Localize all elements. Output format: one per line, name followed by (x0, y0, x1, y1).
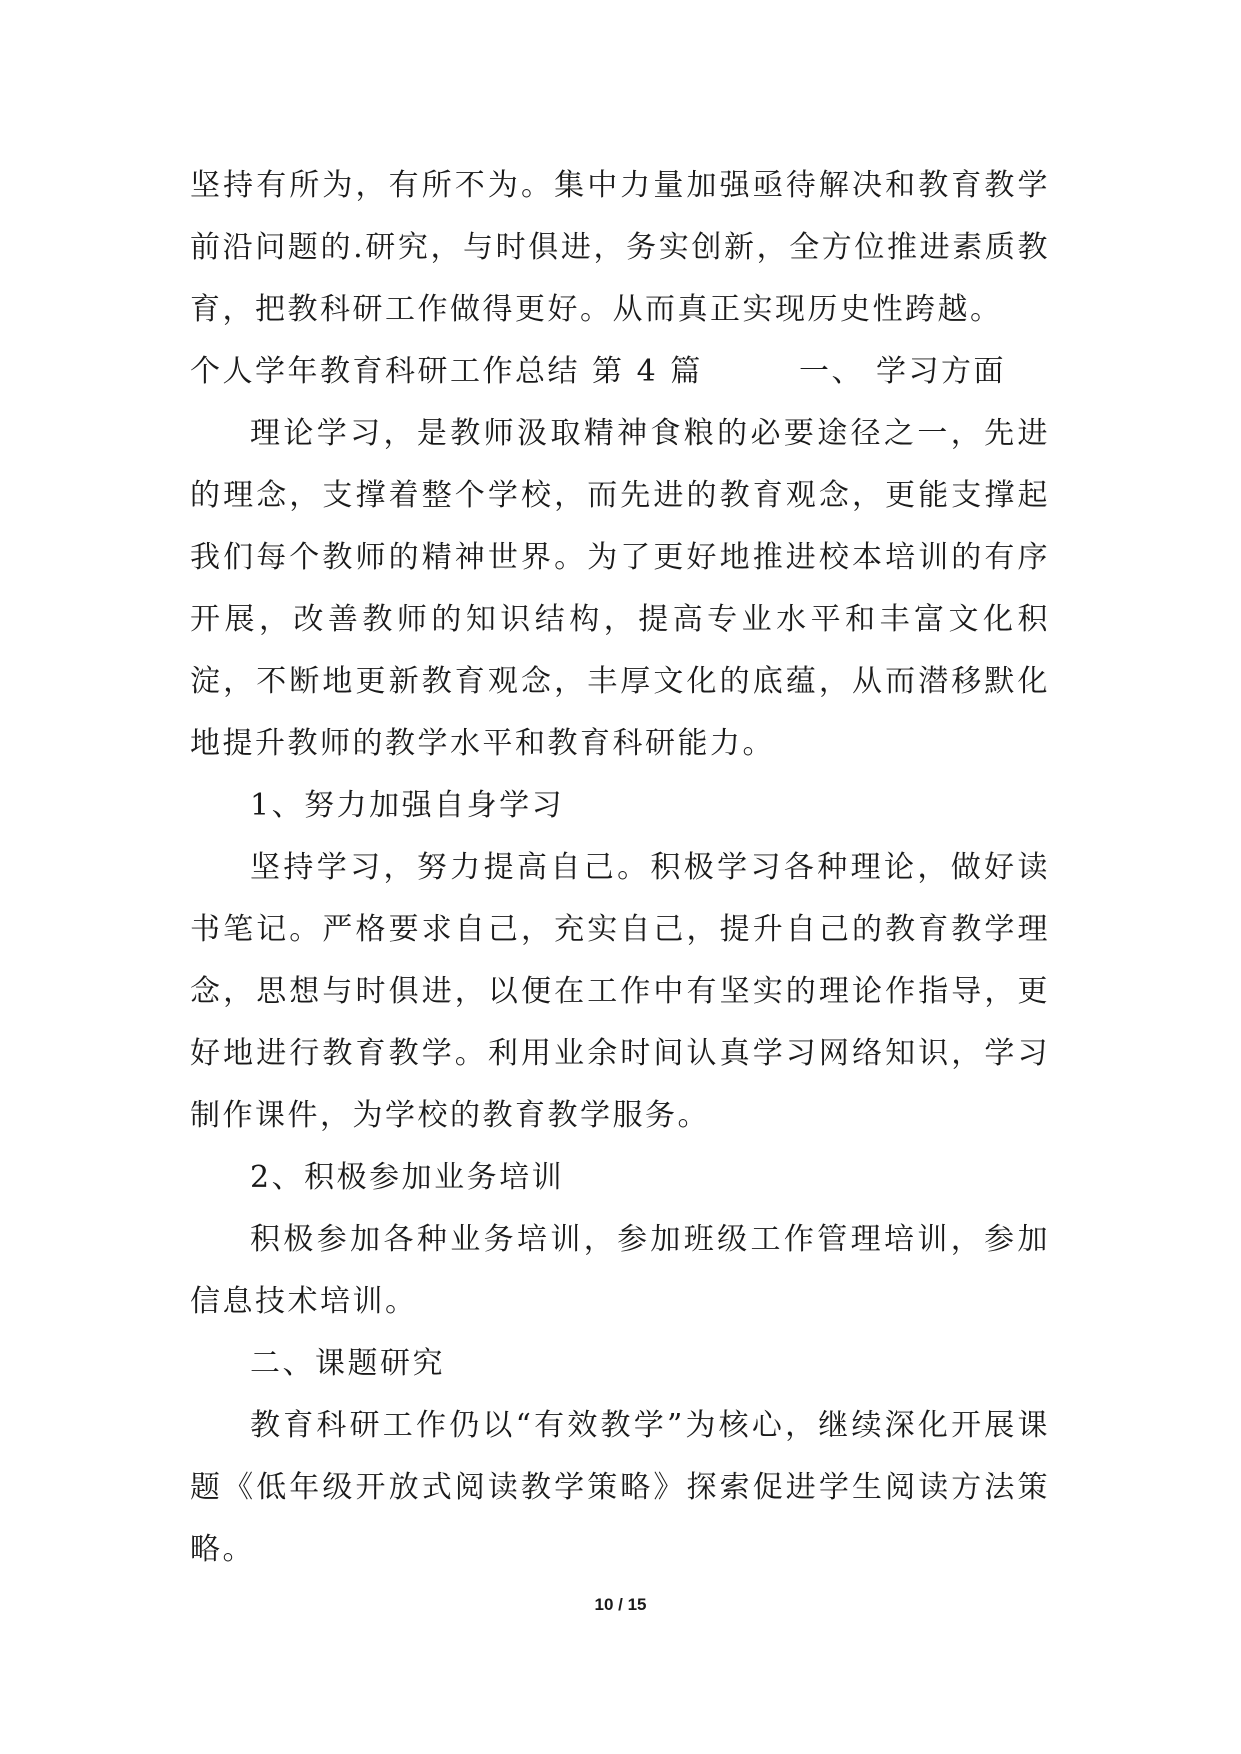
article-title: 个人学年教育科研工作总结 第 4 篇 (190, 354, 703, 389)
sub2-paragraph: 积极参加各种业务培训，参加班级工作管理培训，参加信息技术培训。 (190, 1222, 1050, 1319)
sub1-heading: 1、努力加强自身学习 (250, 788, 565, 823)
section1-heading: 一、 学习方面 (799, 354, 1007, 389)
section2-heading: 二、课题研究 (250, 1346, 445, 1381)
page-number: 10 / 15 (594, 1595, 647, 1614)
sub1-paragraph: 坚持学习，努力提高自己。积极学习各种理论，做好读书笔记。严格要求自己，充实自己，提升自己的教育教学理念，思想与时俱进，以便在工作中有坚实的理论作指导，更好地进行教育教学。利用业余时间认真学习网络知识，学习制作课件，为学校的教育教学服务。 (190, 850, 1050, 1133)
section2-paragraph: 教育科研工作仍以“有效教学”为核心，继续深化开展课题《低年级开放式阅读教学策略》探索促进学生阅读方法策略。 (190, 1408, 1050, 1567)
theory-paragraph: 理论学习，是教师汲取精神食粮的必要途径之一，先进的理念，支撑着整个学校，而先进的教育观念，更能支撑起我们每个教师的精神世界。为了更好地推进校本培训的有序开展，改善教师的知识结构，提高专业水平和丰富文化积淀，不断地更新教育观念，丰厚文化的底蕴，从而潜移默化地提升教师的教学水平和教育科研能力。 (190, 416, 1050, 761)
sub2-heading: 2、积极参加业务培训 (250, 1160, 565, 1195)
article-title-line (190, 341, 1050, 403)
document-body (190, 155, 1050, 1581)
continued-paragraph: 坚持有所为，有所不为。集中力量加强亟待解决和教育教学前沿问题的.研究，与时俱进，务实创新，全方位推进素质教育，把教科研工作做得更好。从而真正实现历史性跨越。 (190, 168, 1050, 327)
